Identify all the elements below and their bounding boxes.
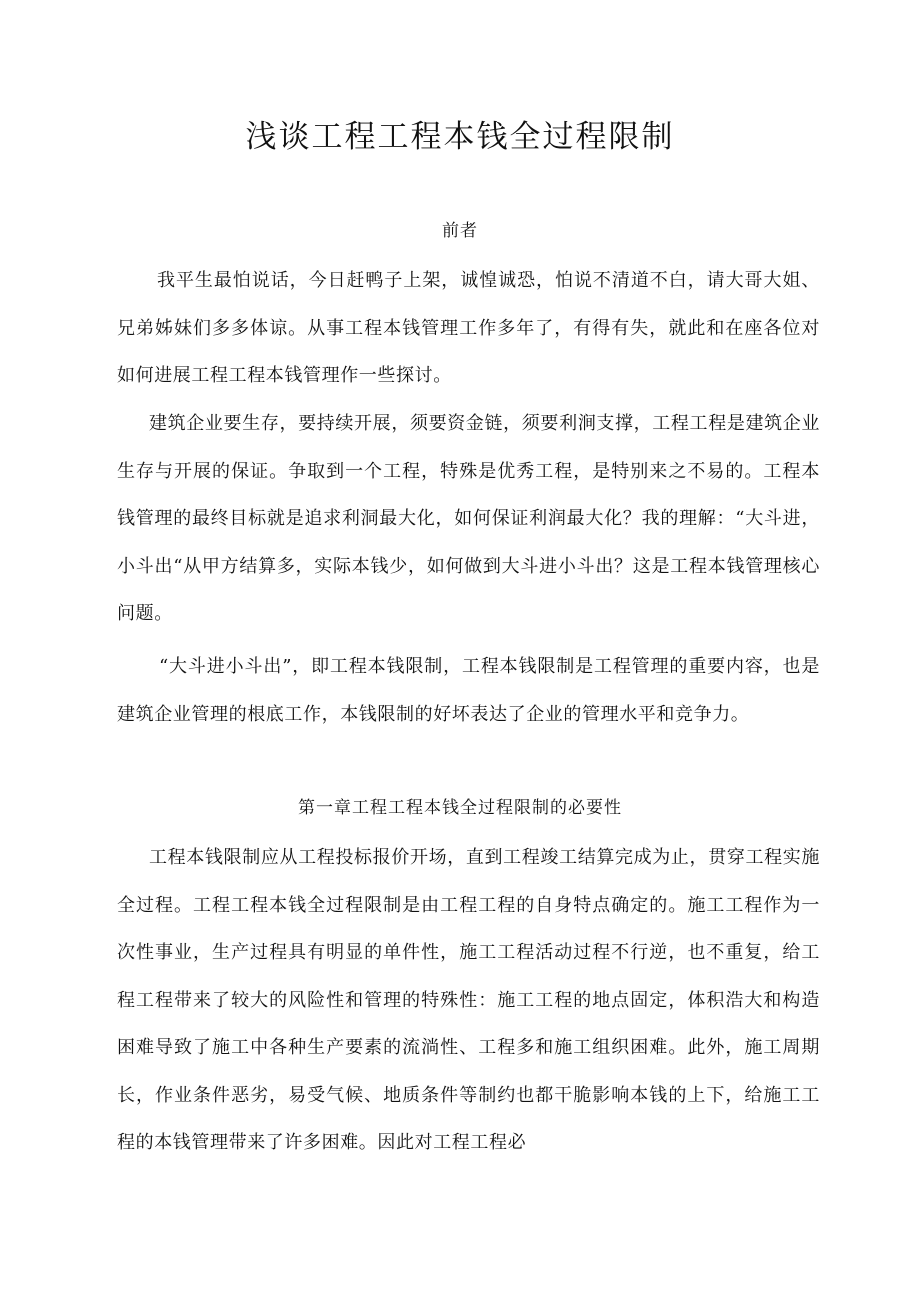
paragraph-chapter-body: 工程本钱限制应从工程投标报价开场，直到工程竣工结算完成为止，贯穿工程实施全过程。工程工程本钱全过程限制是由工程工程的自身特点确定的。施工工程作为一次性事业，生产过程具有明显的单件性，施工工程活动过程不行逆，也不重复，给工程工程带来了较大的风险性和管理的特殊性：施工工程的地点固定，体积浩大和构造困难导致了施工中各种生产要素的流淌性、工程多和施工组织困难。此外，施工周期长，作业条件恶劣，易受气候、地质条件等制约也都干脆影响本钱的上下，给施工工程的本钱管理带来了许多困难。因此对工程工程必	[117, 847, 820, 1153]
paragraph-survival: 建筑企业要生存，要持续开展，须要资金链，须要利涧支撑，工程工程是建筑企业生存与开展的保证。争取到一个工程，特殊是优秀工程，是特别来之不易的。工程本钱管理的最终目标就是追求利洞最大化，如何保证利润最大化？我的理解：“大斗进，小斗出“从甲方结算多，实际本钱少，如何做到大斗进小斗出？这是工程本钱管理核心问题。	[117, 413, 820, 624]
chapter-heading: 第一章工程工程本钱全过程限制的必要性	[298, 798, 622, 818]
preface-heading: 前者	[442, 221, 478, 241]
paragraph-cost-control: “大斗进小斗出”，即工程本钱限制，工程本钱限制是工程管理的重要内容，也是建筑企业管理的根底工作，本钱限制的好坏表达了企业的管理水平和竞争力。	[117, 656, 820, 725]
document-title: 浅谈工程工程本钱全过程限制	[245, 119, 675, 155]
paragraph-intro: 我平生最怕说话，今日赶鸭子上架，诚惶诚恐，怕说不清道不白，请大哥大姐、兄弟姊妹们多多体谅。从事工程本钱管理工作多年了，有得有失，就此和在座各位对如何进展工程工程本钱管理作一些探讨。	[117, 270, 820, 386]
